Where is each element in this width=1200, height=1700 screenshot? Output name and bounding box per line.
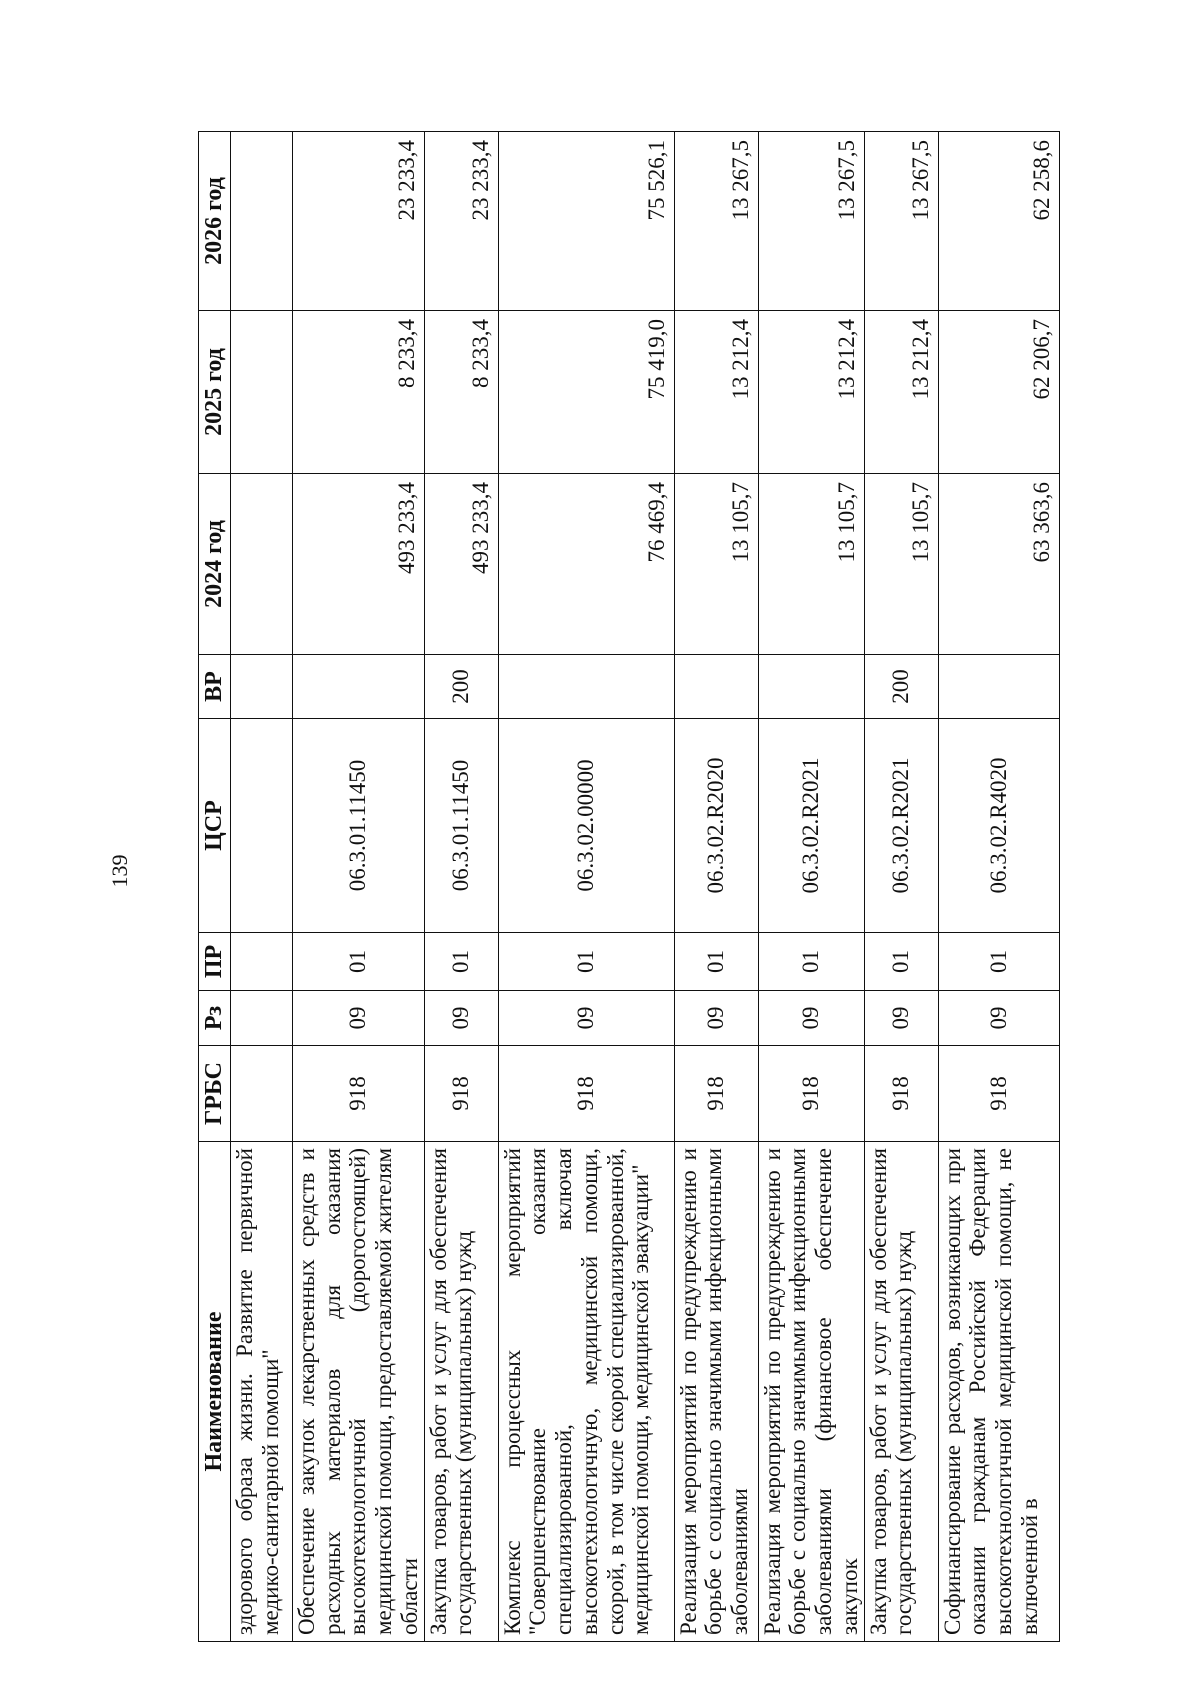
- row-2024: 493 233,4: [292, 474, 424, 655]
- header-2024: 2024 год: [199, 474, 231, 655]
- row-csr: 06.3.02.R2021: [864, 719, 938, 933]
- header-2025: 2025 год: [199, 311, 231, 474]
- row-2026: 13 267,5: [758, 132, 864, 311]
- row-vr: [498, 655, 674, 719]
- row-vr: [674, 655, 758, 719]
- row-2026: 23 233,4: [424, 132, 498, 311]
- rotated-table-block: [198, 132, 1060, 1642]
- row-vr: [292, 655, 424, 719]
- row-grbs: 918: [864, 1046, 938, 1142]
- row-csr: 06.3.02.R4020: [938, 719, 1059, 933]
- row-2026: [230, 132, 292, 311]
- row-vr: 200: [864, 655, 938, 719]
- row-rz: 09: [938, 991, 1059, 1046]
- page-number: 139: [107, 854, 132, 888]
- row-vr: 200: [424, 655, 498, 719]
- row-rz: [230, 991, 292, 1046]
- row-name: Закупка товаров, работ и услуг для обеспечения государственных (муниципальных) нужд: [864, 1142, 938, 1642]
- header-pr: ПР: [199, 933, 231, 991]
- row-2025: 13 212,4: [864, 311, 938, 474]
- row-name: Реализация мероприятий по предупреждению и борьбе с социально значимыми инфекционными заболеваниями (финансовое обеспечение закупок: [758, 1142, 864, 1642]
- row-grbs: 918: [498, 1046, 674, 1142]
- row-2026: 23 233,4: [292, 132, 424, 311]
- row-2025: 13 212,4: [674, 311, 758, 474]
- row-rz: 09: [292, 991, 424, 1046]
- table-row: [498, 132, 674, 1642]
- row-name: Комплекс процессных мероприятий "Совершенствование оказания специализированной, включая высокотехнологичную, медицинской помощи, скорой, в том числе скорой специализированной, медицинской помощи, медицинской эвакуации": [498, 1142, 674, 1642]
- row-grbs: 918: [424, 1046, 498, 1142]
- row-rz: 09: [758, 991, 864, 1046]
- row-csr: 06.3.01.11450: [292, 719, 424, 933]
- row-name: Закупка товаров, работ и услуг для обеспечения государственных (муниципальных) нужд: [424, 1142, 498, 1642]
- row-2025: 62 206,7: [938, 311, 1059, 474]
- row-2024: 76 469,4: [498, 474, 674, 655]
- row-name: здорового образа жизни. Развитие первичной медико-санитарной помощи": [230, 1142, 292, 1642]
- row-csr: 06.3.02.R2020: [674, 719, 758, 933]
- row-grbs: [230, 1046, 292, 1142]
- row-rz: 09: [674, 991, 758, 1046]
- row-pr: 01: [292, 933, 424, 991]
- row-2025: 13 212,4: [758, 311, 864, 474]
- row-2025: 75 419,0: [498, 311, 674, 474]
- row-csr: [230, 719, 292, 933]
- row-2026: 62 258,6: [938, 132, 1059, 311]
- header-rz: Рз: [199, 991, 231, 1046]
- row-rz: 09: [498, 991, 674, 1046]
- row-pr: 01: [424, 933, 498, 991]
- row-2024: 13 105,7: [674, 474, 758, 655]
- header-csr: ЦСР: [199, 719, 231, 933]
- row-grbs: 918: [292, 1046, 424, 1142]
- row-rz: 09: [424, 991, 498, 1046]
- row-2024: 63 363,6: [938, 474, 1059, 655]
- row-grbs: 918: [674, 1046, 758, 1142]
- row-2024: 13 105,7: [758, 474, 864, 655]
- row-csr: 06.3.02.00000: [498, 719, 674, 933]
- row-name: Реализация мероприятий по предупреждению и борьбе с социально значимыми инфекционными заболеваниями: [674, 1142, 758, 1642]
- table-row: [292, 132, 424, 1642]
- budget-table: [198, 131, 1060, 1642]
- header-grbs: ГРБС: [199, 1046, 231, 1142]
- row-vr: [938, 655, 1059, 719]
- table-row: [230, 132, 292, 1642]
- row-2026: 75 526,1: [498, 132, 674, 311]
- row-2024: 13 105,7: [864, 474, 938, 655]
- row-2025: [230, 311, 292, 474]
- header-vr: ВР: [199, 655, 231, 719]
- row-csr: 06.3.02.R2021: [758, 719, 864, 933]
- row-2026: 13 267,5: [674, 132, 758, 311]
- table-row: [674, 132, 758, 1642]
- row-grbs: 918: [938, 1046, 1059, 1142]
- row-pr: 01: [938, 933, 1059, 991]
- row-2026: 13 267,5: [864, 132, 938, 311]
- row-pr: 01: [498, 933, 674, 991]
- table-row: [864, 132, 938, 1642]
- row-2025: 8 233,4: [292, 311, 424, 474]
- row-name: Софинансирование расходов, возникающих при оказании гражданам Российской Федерации высокотехнологичной медицинской помощи, не включенной в: [938, 1142, 1059, 1642]
- row-rz: 09: [864, 991, 938, 1046]
- row-csr: 06.3.01.11450: [424, 719, 498, 933]
- row-vr: [230, 655, 292, 719]
- row-2024: [230, 474, 292, 655]
- table-header-row: [199, 132, 231, 1642]
- header-name: Наименование: [199, 1142, 231, 1642]
- row-name: Обеспечение закупок лекарственных средств и расходных материалов для оказания высокотехнологичной (дорогостоящей) медицинской помощи, предоставляемой жителям области: [292, 1142, 424, 1642]
- row-2024: 493 233,4: [424, 474, 498, 655]
- row-grbs: 918: [758, 1046, 864, 1142]
- header-2026: 2026 год: [199, 132, 231, 311]
- table-row: [938, 132, 1059, 1642]
- row-pr: 01: [758, 933, 864, 991]
- table-row: [424, 132, 498, 1642]
- row-2025: 8 233,4: [424, 311, 498, 474]
- row-vr: [758, 655, 864, 719]
- row-pr: [230, 933, 292, 991]
- row-pr: 01: [674, 933, 758, 991]
- row-pr: 01: [864, 933, 938, 991]
- table-row: [758, 132, 864, 1642]
